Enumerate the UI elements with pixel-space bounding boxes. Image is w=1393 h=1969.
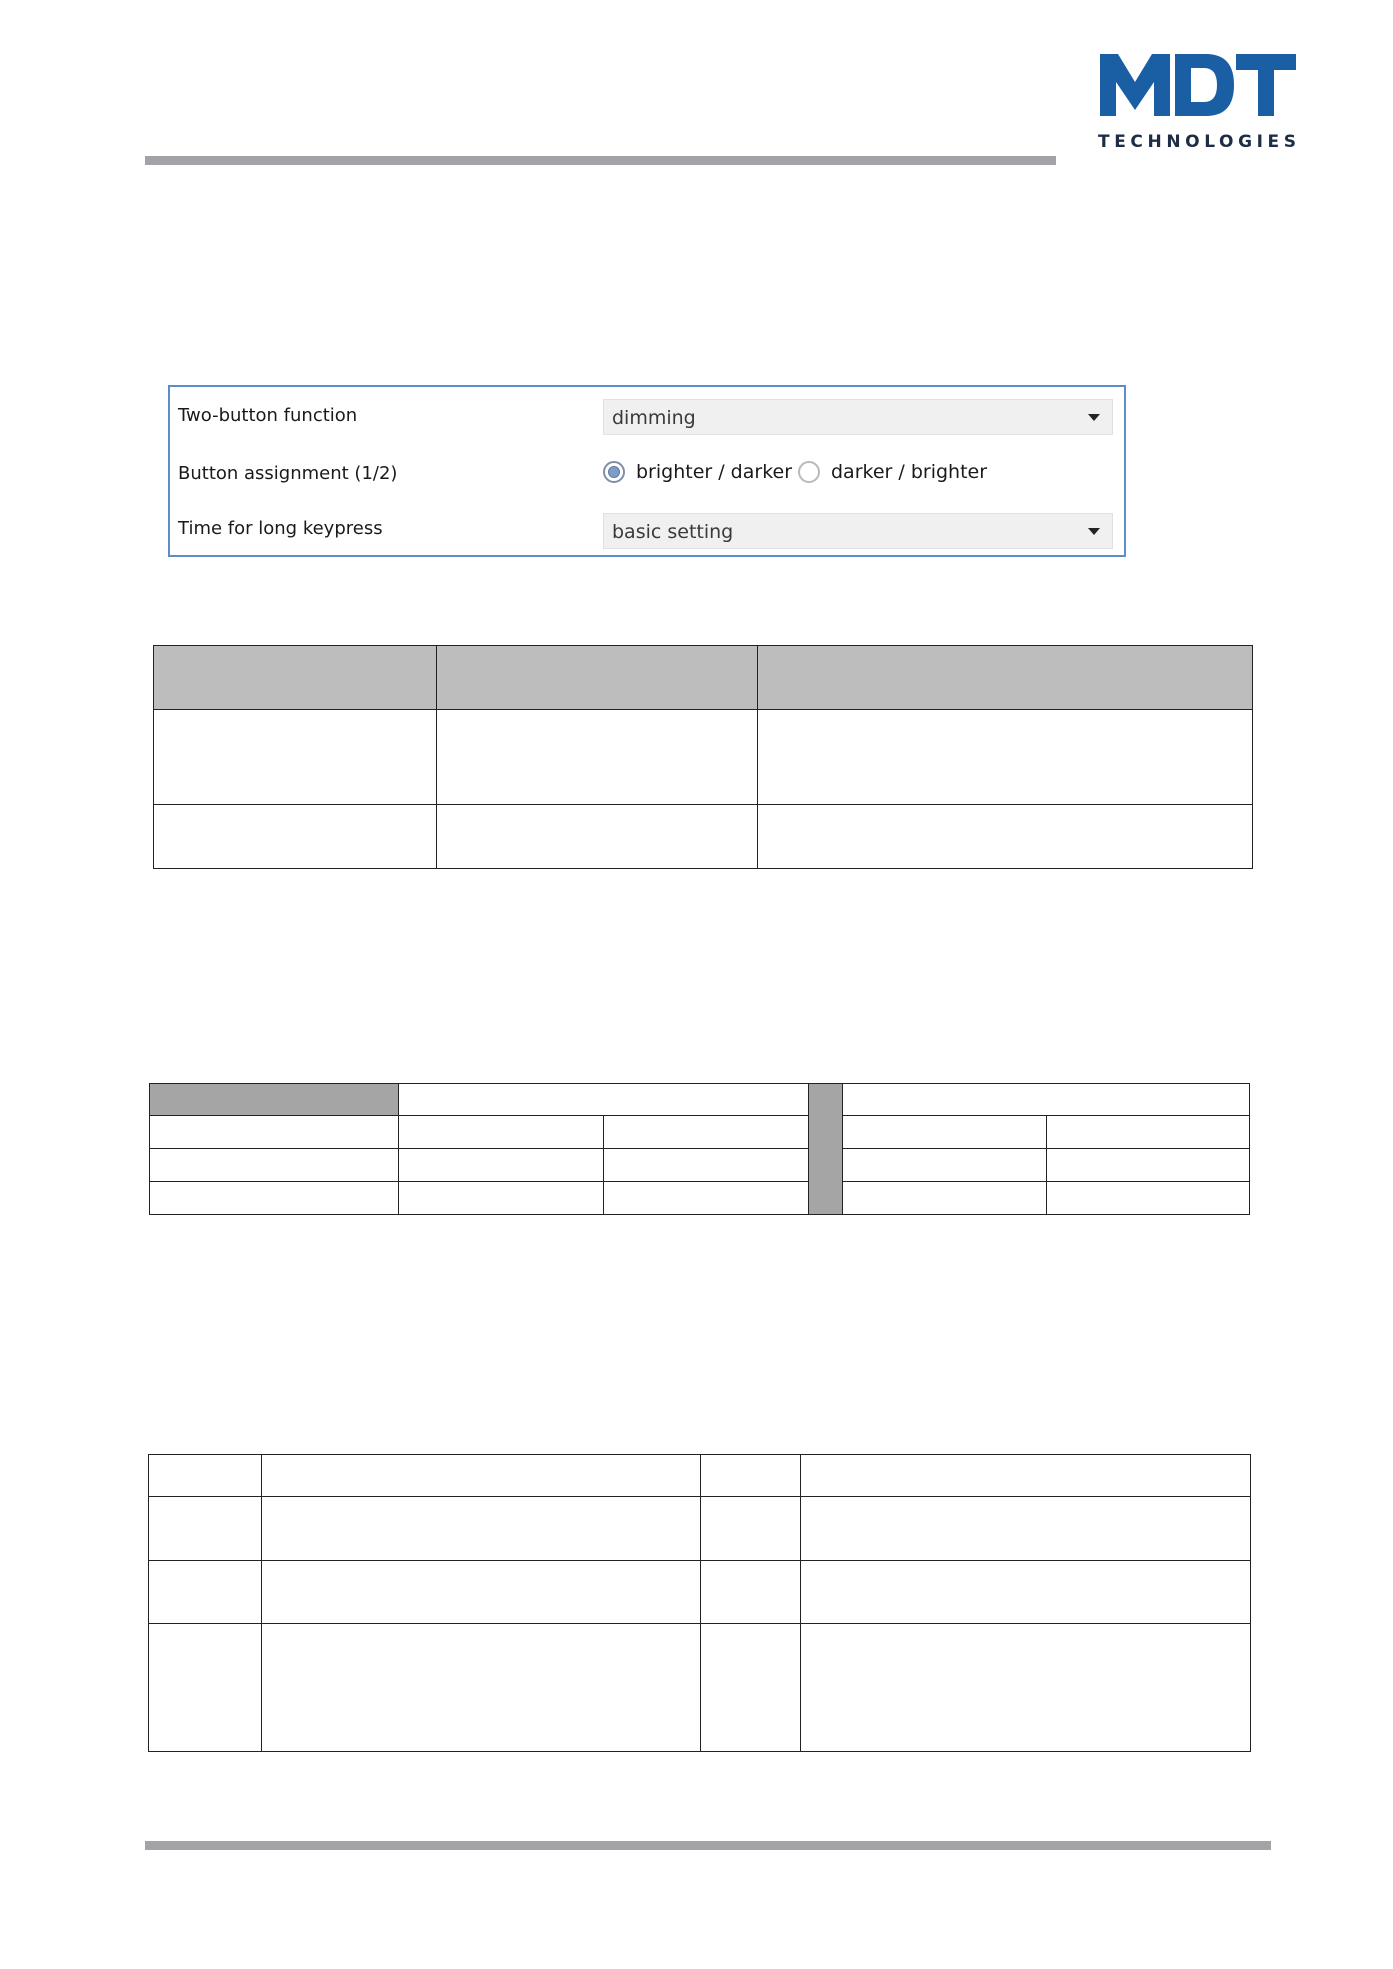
table-cell [758,710,1253,805]
table-cell [150,1182,399,1215]
chevron-down-icon [1088,414,1100,421]
radio-selected-dot [608,466,620,478]
table-cell [149,1624,262,1752]
table-cell [758,805,1253,869]
table-cell [801,1561,1251,1624]
button-assignment-label: Button assignment (1/2) [178,463,398,484]
table-cell [154,710,437,805]
table-cell [149,1497,262,1561]
table-row [149,1455,1251,1497]
chevron-down-icon [1088,528,1100,535]
table-cell [604,1149,809,1182]
table-header-cell [399,1084,809,1116]
table-row [149,1561,1251,1624]
radio-darker-brighter-label[interactable]: darker / brighter [831,461,988,483]
radio-brighter-darker-label[interactable]: brighter / darker [636,461,793,483]
table-cell [1047,1182,1250,1215]
table-cell [843,1116,1047,1149]
table-header-cell [801,1455,1251,1497]
table-cell [701,1561,801,1624]
table-cell [262,1624,701,1752]
table-cell [399,1182,604,1215]
table-row [150,1084,1250,1116]
table-cell [150,1116,399,1149]
two-button-function-dropdown[interactable] [603,399,1113,435]
table-cell [801,1624,1251,1752]
table-row [154,646,1253,710]
table-cell [604,1182,809,1215]
table-cell [150,1149,399,1182]
table-cell [843,1182,1047,1215]
table-cell [437,805,758,869]
logo-subtitle: TECHNOLOGIES [1098,132,1301,152]
radio-darker-brighter[interactable] [798,461,820,483]
table-row [150,1182,1250,1215]
table-cell [701,1497,801,1561]
table-header-cell [149,1455,262,1497]
table-3 [148,1454,1251,1752]
table-row [150,1116,1250,1149]
table-2 [149,1083,1250,1215]
table-header-cell [437,646,758,710]
parameter-panel [168,385,1126,557]
table-cell [399,1116,604,1149]
footer-rule [145,1841,1271,1850]
table-row [149,1497,1251,1561]
table-header-cell [150,1084,399,1116]
two-button-function-label: Two-button function [178,405,358,426]
table-cell [149,1561,262,1624]
table-cell [843,1149,1047,1182]
radio-brighter-darker[interactable] [603,461,625,483]
table-row [154,805,1253,869]
table-cell [154,805,437,869]
table-header-cell [843,1084,1250,1116]
table-separator-cell [809,1084,843,1215]
table-cell [701,1624,801,1752]
mdt-logo-mark [1098,52,1298,132]
table-cell [604,1116,809,1149]
table-header-cell [154,646,437,710]
table-row [150,1149,1250,1182]
table-1 [153,645,1253,869]
table-header-cell [701,1455,801,1497]
header-rule [145,156,1056,165]
two-button-function-value: dimming [612,407,696,429]
table-cell [437,710,758,805]
long-keypress-label: Time for long keypress [178,518,383,539]
table-header-cell [262,1455,701,1497]
mdt-logo [1098,52,1301,158]
table-row [154,710,1253,805]
table-cell [801,1497,1251,1561]
long-keypress-dropdown[interactable] [603,513,1113,549]
table-header-cell [758,646,1253,710]
table-cell [399,1149,604,1182]
table-cell [1047,1116,1250,1149]
table-cell [1047,1149,1250,1182]
table-cell [262,1497,701,1561]
table-row [149,1624,1251,1752]
long-keypress-value: basic setting [612,521,734,543]
table-cell [262,1561,701,1624]
